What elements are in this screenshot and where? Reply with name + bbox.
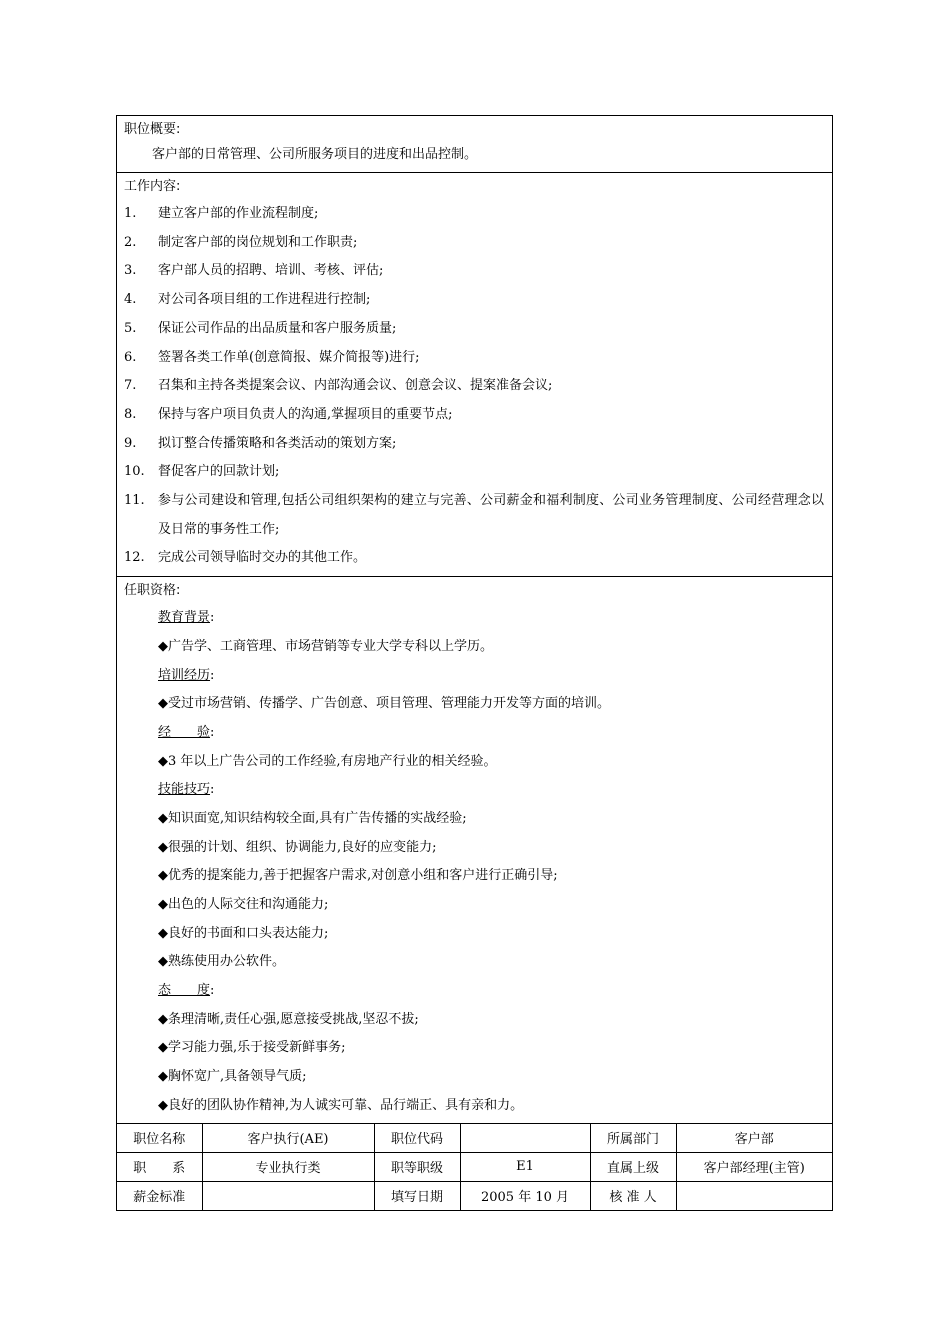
info-label: 薪金标准: [117, 1181, 202, 1210]
qualification-item: ◆良好的书面和口头表达能力;: [158, 925, 329, 941]
duty-item: [117, 544, 832, 573]
duty-number: 7.: [124, 378, 137, 394]
qualification-item: ◆出色的人际交往和沟通能力;: [158, 897, 329, 913]
duty-text: 参与公司建设和管理,包括公司组织架构的建立与完善、公司薪金和福利制度、公司业务管理制度、公司经营理念以及日常的事务性工作;: [158, 493, 824, 537]
duty-text: 签署各类工作单(创意简报、媒介简报等)进行;: [158, 349, 420, 365]
info-value: 客户部经理(主管): [676, 1152, 832, 1181]
duty-number: 4.: [124, 292, 137, 308]
duty-item: [117, 344, 832, 373]
summary-title: 职位概要:: [124, 122, 181, 137]
info-table: [117, 1124, 832, 1210]
qualification-heading-colon: :: [210, 782, 215, 798]
duty-number: 5.: [124, 320, 137, 336]
summary-text: 客户部的日常管理、公司所服务项目的进度和出品控制。: [152, 147, 478, 162]
info-label: 职位代码: [374, 1124, 460, 1153]
info-value: [460, 1124, 590, 1153]
info-label: 核 准 人: [590, 1181, 676, 1210]
duty-number: 11.: [124, 493, 145, 509]
info-label: 直属上级: [590, 1152, 676, 1181]
qualification-heading: [158, 604, 832, 633]
qualification-heading-label: 教育背景: [158, 610, 211, 626]
info-row: [117, 1181, 832, 1210]
info-value: 客户执行(AE): [202, 1124, 374, 1153]
duties-title: 工作内容:: [124, 179, 181, 194]
duty-text: 对公司各项目组的工作进程进行控制;: [158, 292, 371, 308]
qualification-heading: [158, 719, 832, 748]
info-label: 职等职级: [374, 1152, 460, 1181]
qualification-heading-label: 技能技巧: [158, 782, 211, 798]
info-value: 客户部: [734, 1132, 774, 1148]
qualification-item: ◆受过市场营销、传播学、广告创意、项目管理、管理能力开发等方面的培训。: [158, 696, 610, 712]
duty-number: 6.: [124, 349, 137, 365]
info-label: 所属部门: [590, 1124, 676, 1153]
duty-text: 完成公司领导临时交办的其他工作。: [158, 550, 367, 566]
duty-item: [117, 229, 832, 258]
qualification-item: ◆条理清晰,责任心强,愿意接受挑战,坚忍不拔;: [158, 1011, 419, 1027]
qualification-heading-colon: :: [210, 610, 215, 626]
duty-number: 3.: [124, 263, 137, 279]
qualification-heading-colon: :: [210, 724, 215, 740]
duty-number: 1.: [124, 206, 137, 221]
duty-text: 保持与客户项目负责人的沟通,掌握项目的重要节点;: [158, 406, 453, 422]
duty-text: 召集和主持各类提案会议、内部沟通会议、创意会议、提案准备会议;: [158, 378, 553, 394]
qualification-item: ◆胸怀宽广,具备领导气质;: [158, 1069, 307, 1085]
qualification-item: ◆3 年以上广告公司的工作经验,有房地产行业的相关经验。: [158, 753, 497, 769]
qualification-heading-label: 培训经历: [158, 667, 211, 683]
duty-item: [117, 458, 832, 487]
qualification-item: ◆知识面宽,知识结构较全面,具有广告传播的实战经验;: [158, 810, 467, 826]
info-value: E1: [460, 1152, 590, 1181]
duty-item: [117, 487, 832, 544]
duty-item: [117, 257, 832, 286]
info-row: [117, 1124, 832, 1153]
summary-section: [117, 116, 832, 173]
qualification-heading-colon: :: [210, 667, 215, 683]
qualification-heading-colon: :: [210, 983, 215, 999]
qualification-item: ◆熟练使用办公软件。: [158, 954, 285, 970]
info-value: [202, 1181, 374, 1210]
qualifications-title: 任职资格:: [124, 583, 181, 599]
qualification-list: [117, 604, 832, 1122]
info-value: [676, 1181, 832, 1210]
duty-item: [117, 315, 832, 344]
job-description-form: [116, 115, 833, 1211]
info-value: 2005 年 10 月: [460, 1181, 590, 1210]
duty-text: 保证公司作品的出品质量和客户服务质量;: [158, 320, 397, 336]
info-value: 专业执行类: [202, 1152, 374, 1181]
qualification-item: ◆很强的计划、组织、协调能力,良好的应变能力;: [158, 839, 437, 855]
qualification-heading: [158, 776, 832, 805]
info-row: [117, 1152, 832, 1181]
qualifications-section: [117, 577, 832, 1123]
duty-number: 8.: [124, 406, 137, 422]
qualification-item: ◆优秀的提案能力,善于把握客户需求,对创意小组和客户进行正确引导;: [158, 868, 558, 884]
duty-number: 12.: [124, 550, 145, 566]
qualification-heading: [158, 977, 832, 1006]
qualification-item: ◆广告学、工商管理、市场营销等专业大学专科以上学历。: [158, 638, 493, 654]
duty-text: 建立客户部的作业流程制度;: [158, 206, 319, 221]
duty-list: [117, 200, 832, 573]
duty-item: [117, 401, 832, 430]
duty-item: [117, 286, 832, 315]
qualification-heading-label: 经 验: [158, 724, 211, 740]
info-label: 职 系: [117, 1152, 202, 1181]
duty-item: [117, 200, 832, 229]
duty-number: 2.: [124, 234, 137, 250]
duty-text: 客户部人员的招聘、培训、考核、评估;: [158, 263, 384, 279]
qualification-item: ◆学习能力强,乐于接受新鲜事务;: [158, 1040, 346, 1056]
duty-item: [117, 430, 832, 459]
info-label: 填写日期: [374, 1181, 460, 1210]
duty-text: 拟订整合传播策略和各类活动的策划方案;: [158, 435, 397, 451]
duty-text: 制定客户部的岗位规划和工作职责;: [158, 234, 358, 250]
qualification-item: ◆良好的团队协作精神,为人诚实可靠、品行端正、具有亲和力。: [158, 1097, 524, 1113]
duty-item: [117, 372, 832, 401]
duty-number: 9.: [124, 435, 137, 451]
qualification-heading-label: 态 度: [158, 983, 211, 999]
qualification-heading: [158, 662, 832, 691]
info-table-section: [117, 1124, 832, 1210]
duty-number: 10.: [124, 464, 145, 480]
duty-text: 督促客户的回款计划;: [158, 464, 280, 480]
info-label: 职位名称: [117, 1124, 202, 1153]
duties-section: [117, 173, 832, 577]
